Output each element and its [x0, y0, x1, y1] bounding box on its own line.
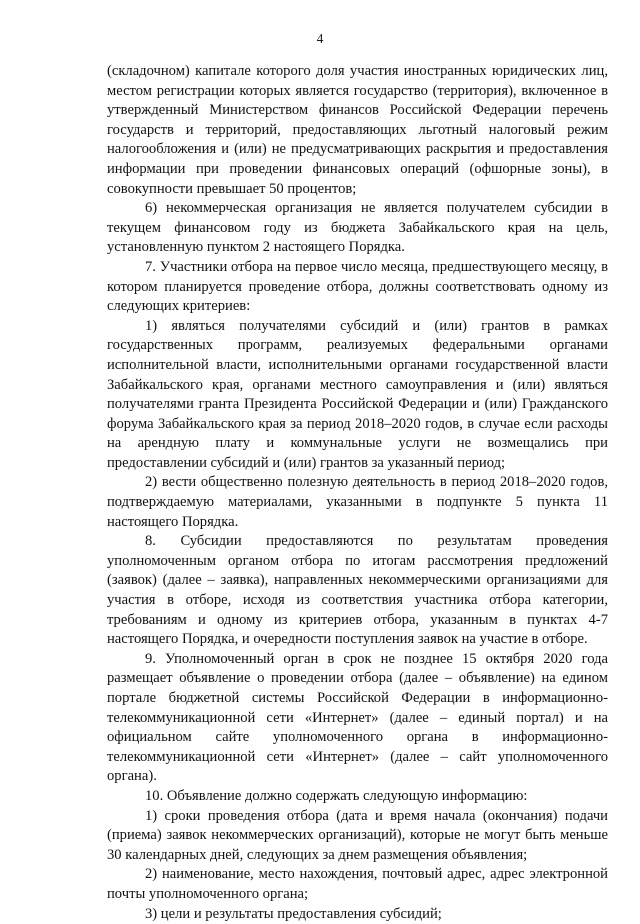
- paragraph-announcement-item-2: 2) наименование, место нахождения, почтовый адрес, адрес электронной почты уполномоченного органа;: [107, 866, 608, 902]
- page-number: 4: [316, 31, 324, 46]
- paragraph-announcement-item-1: 1) сроки проведения отбора (дата и время начала (окончания) подачи (приема) заявок некоммерческих организаций), которые не могут быть меньше 30 календарных дней, следующих за днем размещения объявления;: [107, 807, 608, 863]
- document-body: [107, 62, 608, 924]
- paragraph-clause-10: 10. Объявление должно содержать следующую информацию:: [145, 787, 528, 804]
- paragraph-criterion-1: 1) являться получателями субсидий и (или) грантов в рамках государственных программ, реализуемых федеральными органами исполнительной власти, исполнительными органами государственной власти Забайкальского края, органами местного самоуправления и (или) являться получателями гранта Президента Российской Федерации и (или) Гражданского форума Забайкальского края за период 2018–2020 годов, в случае если расходы на арендную плату и коммунальные услуги не возмещались при предоставлении субсидий и (или) грантов за указанный период;: [107, 317, 608, 471]
- paragraph-clause-9: 9. Уполномоченный орган в срок не позднее 15 октября 2020 года размещает объявление о проведении отбора (далее – объявление) на едином портале бюджетной системы Российской Федерации в информационно-телекоммуникационной сети «Интернет» (далее – единый портал) и на официальном сайте уполномоченного органа в информационно-телекоммуникационной сети «Интернет» (далее – сайт уполномоченного органа).: [107, 650, 608, 785]
- paragraph-clause-8: 8. Субсидии предоставляются по результатам проведения уполномоченным органом отбора по итогам рассмотрения предложений (заявок) (далее – заявка), направленных некоммерческими организациями для участия в отборе, исходя из соответствия участника отбора категории, требованиям и одному из критериев отбора, указанным в пунктах 4-7 настоящего Порядка, и очередности поступления заявок на участие в отборе.: [107, 533, 608, 648]
- paragraph-clause-7: 7. Участники отбора на первое число месяца, предшествующего месяцу, в котором планируется проведение отбора, должны соответствовать одному из следующих критериев:: [107, 258, 608, 315]
- paragraph-criterion-2: 2) вести общественно полезную деятельность в период 2018–2020 годов, подтверждаемую материалами, указанными в подпункте 5 пункта 11 настоящего Порядка.: [107, 474, 608, 530]
- paragraph-item-6: 6) некоммерческая организация не является получателем субсидии в текущем финансовом году из бюджета Забайкальского края на цель, установленную пунктом 2 настоящего Порядка.: [107, 200, 608, 256]
- paragraph-offshore-continuation: (складочном) капитале которого доля участия иностранных юридических лиц, местом регистрации которых является государство (территория), включенное в утвержденный Министерством финансов Российской Федерации перечень государств и территорий, предоставляющих льготный налоговый режим налогообложения и (или) не предусматривающих раскрытия и предоставления информации при проведении финансовых операций (офшорные зоны), в совокупности превышает 50 процентов;: [107, 63, 608, 197]
- paragraph-announcement-item-3: 3) цели и результаты предоставления субсидий;: [145, 905, 442, 922]
